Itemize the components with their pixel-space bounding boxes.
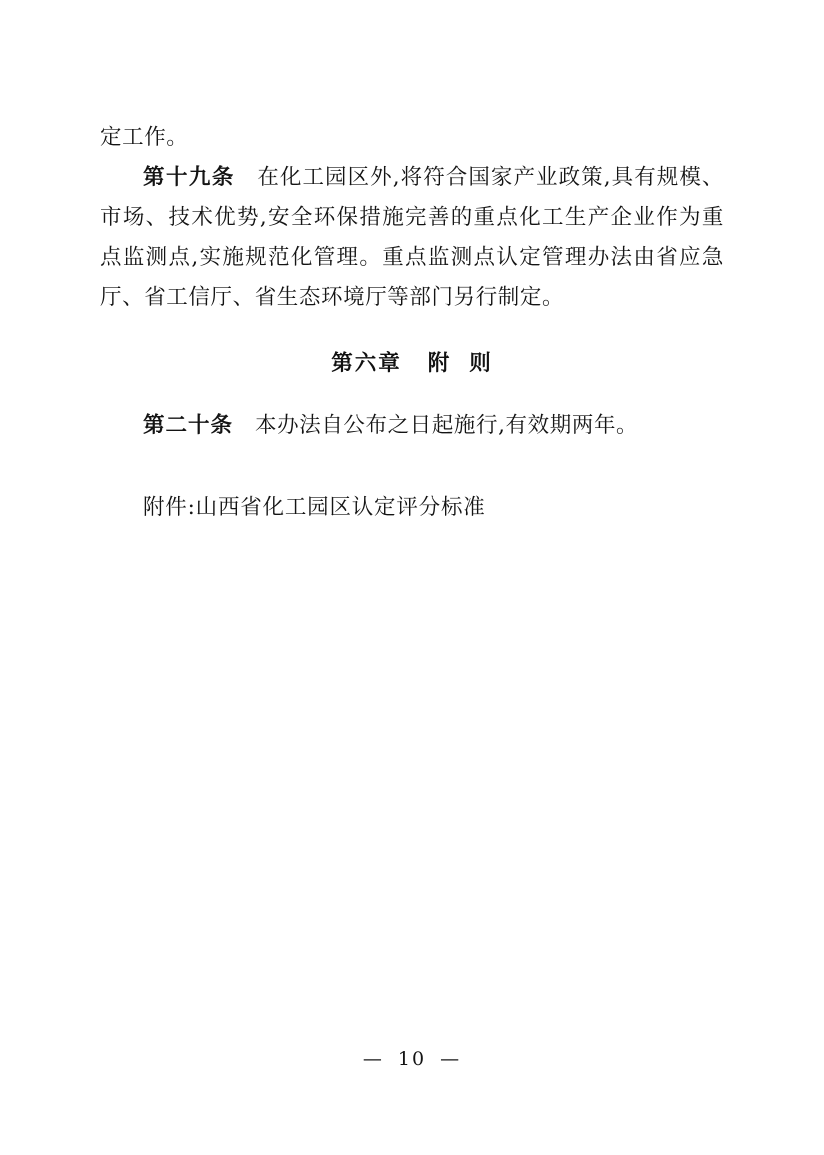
article-20-lead: 第二十条 [143,413,234,438]
chapter-heading [100,344,724,384]
footer-left-dash: — [362,1048,384,1070]
chapter-title-first: 附 [427,351,452,376]
paragraph-article-20 [100,406,724,446]
spacer-above-chapter [100,318,724,344]
attachment-text: 附件:山西省化工园区认定评分标准 [143,495,486,520]
chapter-number: 第六章 [331,351,402,376]
page-footer [0,1048,824,1070]
document-body [100,118,724,528]
paragraph-continuation [100,118,724,158]
article-19-lead: 第十九条 [143,165,235,190]
footer-right-dash: — [440,1048,462,1070]
spacer-above-attachment [100,446,724,488]
page-number: 10 [397,1048,427,1070]
article-20-text: 本办法自公布之日起施行,有效期两年。 [255,413,639,438]
article-19-text: 在化工园区外,将符合国家产业政策,具有规模、市场、技术优势,安全环保措施完善的重点化工生产企业作为重点监测点,实施规范化管理。重点监测点认定管理办法由省应急厅、省工信厅、省生态环境厅等部门另行制定。 [100,165,724,310]
chapter-title-second: 则 [469,351,493,376]
attachment-line [100,488,724,528]
continuation-text: 定工作。 [100,125,189,150]
spacer-below-chapter [100,384,724,406]
paragraph-article-19 [100,158,724,318]
